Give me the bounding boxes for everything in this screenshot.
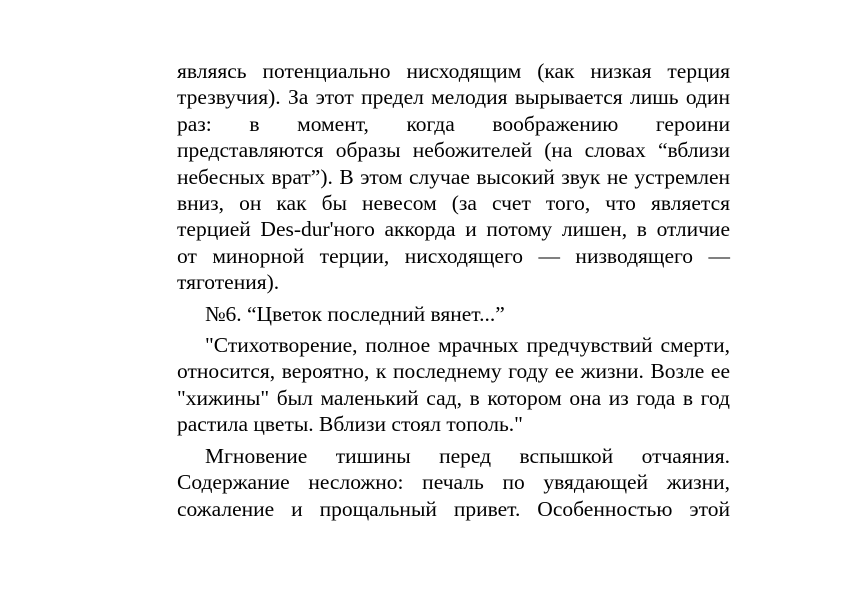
text-line: небесных врат”). В этом случае высокий звук не устремлен xyxy=(177,164,730,189)
text-line: №6. “Цветок последний вянет...” xyxy=(205,301,505,326)
text-line: "Стихотворение, полное мрачных предчувствий смерти, xyxy=(205,333,730,358)
body-text xyxy=(177,58,730,522)
text-line: раз: в момент, когда воображению героини xyxy=(177,111,730,136)
text-line: относится, вероятно, к последнему году ее жизни. Возле ее xyxy=(177,359,730,384)
text-line: вниз, он как бы невесом (за счет того, что является xyxy=(177,191,730,216)
text-line: терцией Des-dur'ного аккорда и потому лишен, в отличие xyxy=(177,217,730,242)
text-line: представляются образы небожителей (на словах “вблизи xyxy=(177,138,730,163)
text-line: от минорной терции, нисходящего — низводящего — xyxy=(177,243,730,268)
text-line: трезвучия). За этот предел мелодия вырывается лишь один xyxy=(177,85,730,110)
text-line: Содержание несложно: печаль по увядающей жизни, xyxy=(177,470,730,495)
text-line: Мгновение тишины перед вспышкой отчаяния. xyxy=(205,443,730,468)
text-line: сожаление и прощальный привет. Особенностью этой xyxy=(177,496,730,521)
paragraph-3-quote xyxy=(177,332,730,438)
text-line: тяготения). xyxy=(177,270,280,295)
paragraph-2-heading xyxy=(177,301,730,327)
text-line: "хижины" был маленький сад, в котором она из года в год xyxy=(177,385,730,410)
paragraph-4 xyxy=(177,443,730,522)
paragraph-1 xyxy=(177,58,730,296)
text-line: растила цветы. Вблизи стоял тополь." xyxy=(177,412,523,437)
text-line: являясь потенциально нисходящим (как низкая терция xyxy=(177,59,730,83)
